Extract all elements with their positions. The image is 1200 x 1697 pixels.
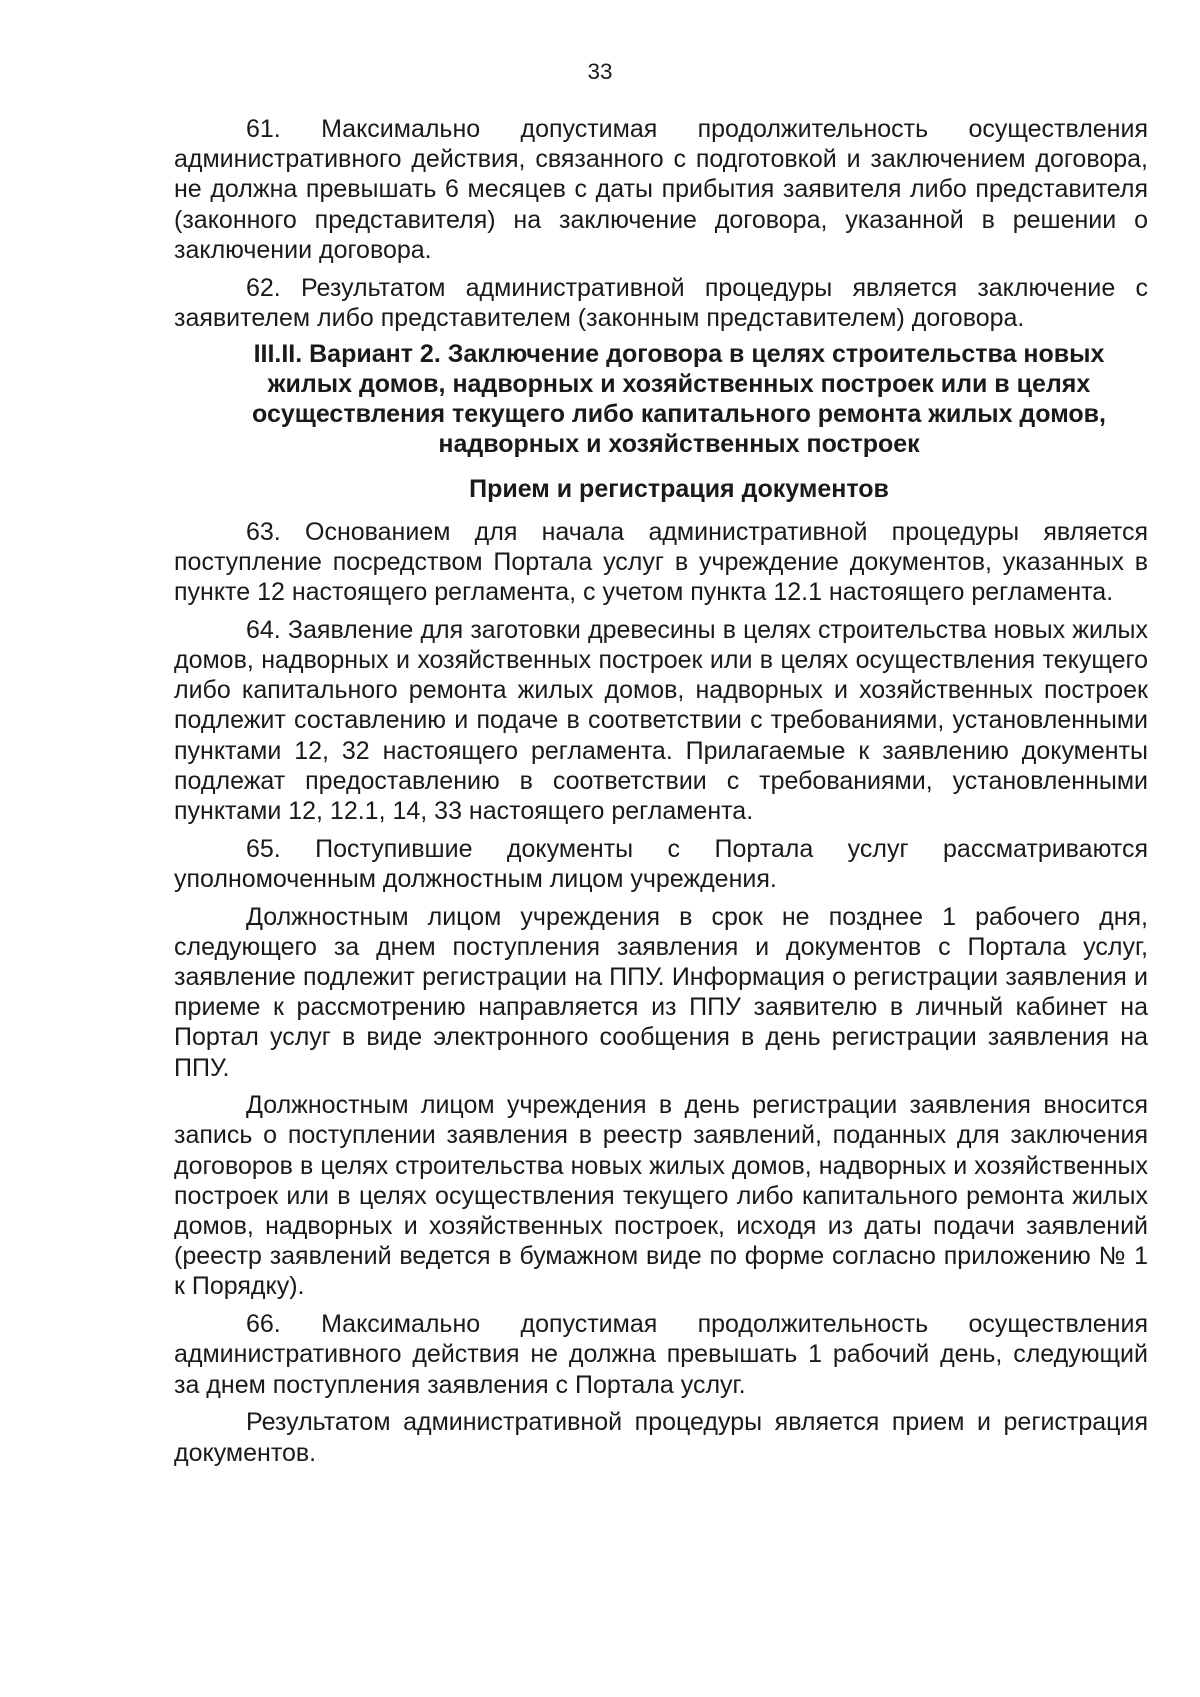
paragraph-62: 62. Результатом административной процедуры является заключение с заявителем либо представителем (законным представителем) договора.	[174, 273, 1148, 332]
paragraph-65: 65. Поступившие документы с Портала услуг рассматриваются уполномоченным должностным лицом учреждения.	[174, 834, 1148, 893]
paragraph-65-registry: Должностным лицом учреждения в день регистрации заявления вносится запись о поступлении заявления в реестр заявлений, поданных для заключения договоров в целях строительства новых жилых домов, надворных и хозяйственных построек или в целях осуществления текущего либо капитального ремонта жилых домов, надворных и хозяйственных построек, исходя из даты подачи заявлений (реестр заявлений ведется в бумажном виде по форме согласно приложению № 1 к Порядку).	[174, 1091, 1148, 1301]
section-heading: III.II. Вариант 2. Заключение договора в целях строительства новых жилых домов, надворных и хозяйственных построек или в целях осуществления текущего либо капитального ремонта жилых домов, надворных и хозяйственных построек	[252, 340, 1106, 458]
paragraph-66: 66. Максимально допустимая продолжительность осуществления административного действия не должна превышать 1 рабочий день, следующий за днем поступления заявления с Портала услуг.	[174, 1310, 1148, 1399]
page-number: 33	[587, 59, 613, 84]
document-body	[174, 114, 1148, 1475]
paragraph-61: 61. Максимально допустимая продолжительность осуществления административного действия, связанного с подготовкой и заключением договора, не должна превышать 6 месяцев с даты прибытия заявителя либо представителя (законного представителя) на заключение договора, указанной в решении о заключении договора.	[174, 115, 1148, 264]
paragraph-65-registration: Должностным лицом учреждения в срок не позднее 1 рабочего дня, следующего за днем поступления заявления и документов с Портала услуг, заявление подлежит регистрации на ППУ. Информация о регистрации заявления и приеме к рассмотрению направляется из ППУ заявителю в личный кабинет на Портал услуг в виде электронного сообщения в день регистрации заявления на ППУ.	[174, 902, 1148, 1082]
subsection-heading: Прием и регистрация документов	[469, 474, 889, 503]
paragraph-63: 63. Основанием для начала административной процедуры является поступление посредством Портала услуг в учреждение документов, указанных в пункте 12 настоящего регламента, с учетом пункта 12.1 настоящего регламента.	[174, 517, 1148, 607]
paragraph-64: 64. Заявление для заготовки древесины в целях строительства новых жилых домов, надворных и хозяйственных построек или в целях осуществления текущего либо капитального ремонта жилых домов, надворных и хозяйственных построек подлежит составлению и подаче в соответствии с требованиями, установленными пунктами 12, 32 настоящего регламента. Прилагаемые к заявлению документы подлежат предоставлению в соответствии с требованиями, установленными пунктами 12, 12.1, 14, 33 настоящего регламента.	[174, 615, 1148, 825]
paragraph-result: Результатом административной процедуры является прием и регистрация документов.	[174, 1408, 1148, 1467]
